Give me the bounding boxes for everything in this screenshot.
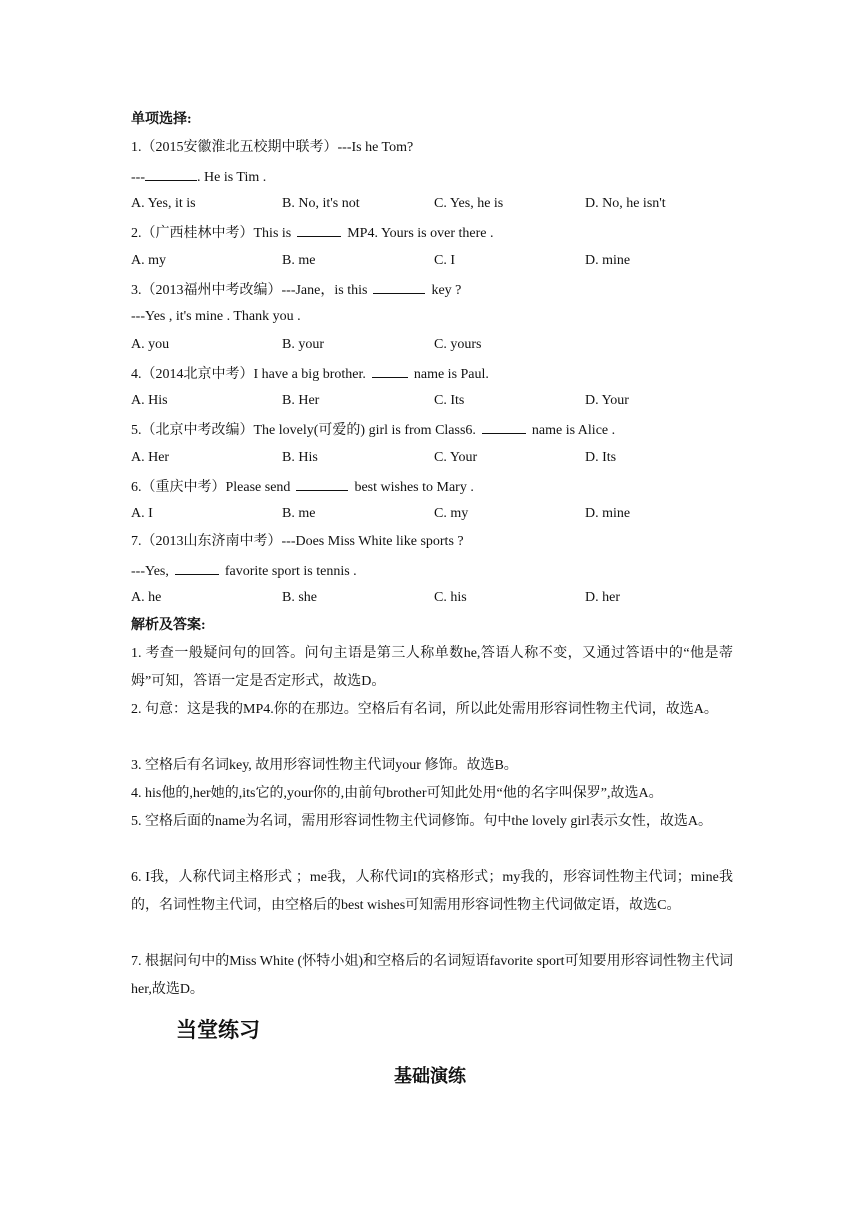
q6-option-b: B. me (282, 506, 316, 521)
q1-option-d: D. No, he isn't (585, 196, 666, 211)
question-7-reply: ---Yes, favorite sport is tennis . (131, 564, 357, 579)
q3-option-b: B. your (282, 337, 324, 352)
question-3-reply: ---Yes , it's mine . Thank you . (131, 309, 301, 324)
q6-option-a: A. I (131, 506, 153, 521)
q5-option-b: B. His (282, 450, 318, 465)
q5-option-a: A. Her (131, 450, 170, 465)
question-2-stem: 2.（广西桂林中考）This is MP4. Yours is over there . (131, 226, 494, 241)
q3-option-a: A. you (131, 337, 170, 352)
q2-option-c: C. I (434, 253, 455, 268)
heading-class-practice: 当堂练习 (176, 1018, 260, 1042)
answer-blank (145, 168, 197, 181)
q1-option-b: B. No, it's not (282, 196, 360, 211)
q7-option-c: C. his (434, 590, 467, 605)
q2-option-b: B. me (282, 253, 316, 268)
q2-option-d: D. mine (585, 253, 631, 268)
question-1-stem: 1.（2015安徽淮北五校期中联考）---Is he Tom? (131, 140, 414, 155)
q4-option-c: C. Its (434, 393, 465, 408)
answer-blank (297, 224, 341, 237)
question-7-stem: 7.（2013山东济南中考）---Does Miss White like sports ? (131, 534, 464, 549)
q4-option-a: A. His (131, 393, 168, 408)
q5-option-d: D. Its (585, 450, 617, 465)
q6-option-d: D. mine (585, 506, 631, 521)
q6-option-c: C. my (434, 506, 469, 521)
answer-5: 5. 空格后面的name为名词，需用形容词性物主代词修饰。句中the lovely girl表示女性，故选A。 (131, 814, 712, 829)
q3-option-c: C. yours (434, 337, 482, 352)
answer-3: 3. 空格后有名词key, 故用形容词性物主代词your 修饰。故选B。 (131, 758, 518, 773)
answer-blank (296, 478, 348, 491)
answer-6: 6. I我，人称代词主格形式 ；me我，人称代词I的宾格形式；my我的，形容词性物主代词；mine我的，名词性物主代词，由空格后的best wishes可知需用形容词性物主代词做定语，故选C。 (131, 870, 733, 913)
question-6-stem: 6.（重庆中考）Please send best wishes to Mary . (131, 480, 474, 495)
answer-blank (175, 562, 219, 575)
question-3-stem: 3.（2013福州中考改编）---Jane，is this key ? (131, 283, 462, 298)
answer-blank (482, 421, 526, 434)
q1-option-a: A. Yes, it is (131, 196, 196, 211)
q7-option-b: B. she (282, 590, 317, 605)
answer-blank (373, 281, 425, 294)
answers-title: 解析及答案: (131, 618, 206, 633)
q4-option-b: B. Her (282, 393, 320, 408)
section-title: 单项选择: (131, 112, 192, 127)
q7-option-a: A. he (131, 590, 162, 605)
question-1-answer-line: --- . He is Tim . (131, 170, 267, 185)
question-5-stem: 5.（北京中考改编）The lovely(可爱的) girl is from Class6. name is Alice . (131, 423, 616, 438)
q7-option-d: D. her (585, 590, 620, 605)
q2-option-a: A. my (131, 253, 166, 268)
q4-option-d: D. Your (585, 393, 629, 408)
q1-option-c: C. Yes, he is (434, 196, 504, 211)
heading-basic-drill: 基础演练 (394, 1066, 466, 1087)
answer-blank (372, 365, 408, 378)
answer-7: 7. 根据问句中的Miss White (怀特小姐)和空格后的名词短语favorite sport可知要用形容词性物主代词her,故选D。 (131, 954, 733, 997)
q5-option-c: C. Your (434, 450, 478, 465)
answer-1: 1. 考查一般疑问句的回答。问句主语是第三人称单数he,答语人称不变，又通过答语中的“他是蒂姆”可知，答语一定是否定形式，故选D。 (131, 646, 733, 689)
question-4-stem: 4.（2014北京中考）I have a big brother. name is Paul. (131, 367, 489, 382)
answer-4: 4. his他的,her她的,its它的,your你的,由前句brother可知此处用“他的名字叫保罗”,故选A。 (131, 786, 663, 801)
answer-2: 2. 句意：这是我的MP4.你的在那边。空格后有名词，所以此处需用形容词性物主代词，故选A。 (131, 702, 718, 717)
